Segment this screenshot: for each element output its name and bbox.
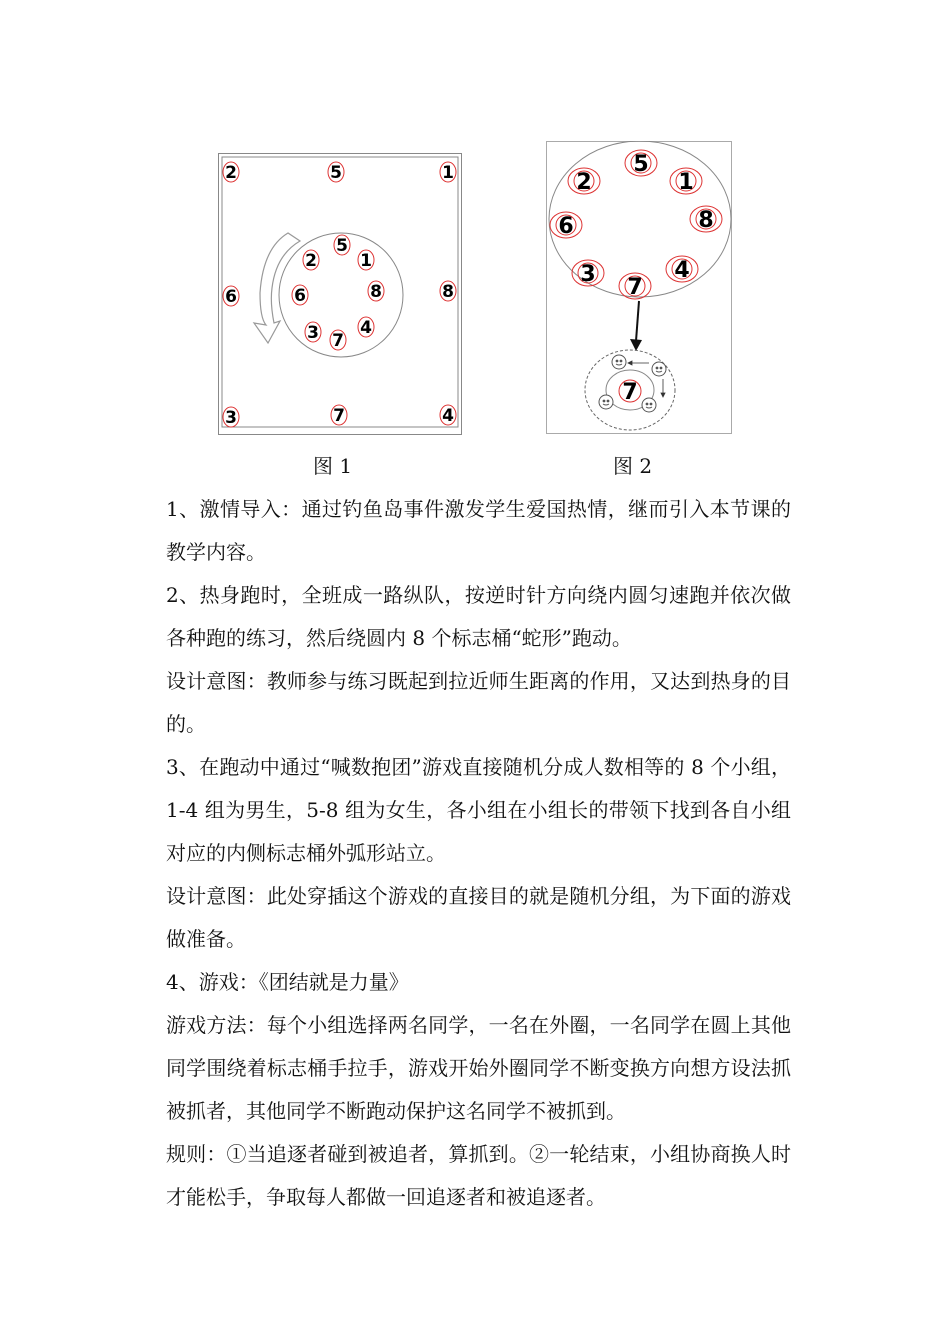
- marker-5: [625, 150, 657, 177]
- svg-text:7: 7: [332, 331, 344, 351]
- marker-3: [572, 260, 604, 287]
- paragraph-game-method: 游戏方法：每个小组选择两名同学，一名在外圈，一名同学在圆上其他同学围绕着标志桶手拉手，游戏开始外圈同学不断变换方向想方设法抓被抓者，其他同学不断跑动保护这名同学不被抓到。: [166, 1013, 791, 1123]
- outer-marker-1: [440, 162, 456, 183]
- svg-text:5: 5: [633, 152, 649, 177]
- figure-1-caption: 图 1: [313, 454, 353, 478]
- svg-text:2: 2: [305, 251, 317, 271]
- svg-text:5: 5: [330, 163, 342, 183]
- inner-marker-4: [358, 317, 374, 338]
- outer-marker-2: [223, 162, 239, 183]
- outer-marker-8: [440, 281, 456, 302]
- paragraph-grouping: 3、在跑动中通过“喊数抱团”游戏直接随机分成人数相等的 8 个小组，1-4 组为男生，5-8 组为女生，各小组在小组长的带领下找到各自小组对应的内侧标志桶外弧形站立。: [166, 755, 791, 865]
- zoom-arrow-line: [636, 301, 639, 341]
- svg-text:2: 2: [576, 170, 592, 195]
- svg-text:1: 1: [360, 251, 372, 271]
- figure-1-field-diagram: [218, 153, 462, 435]
- paragraph-intro: 1、激情导入：通过钓鱼岛事件激发学生爱国热情，继而引入本节课的教学内容。: [166, 497, 791, 564]
- svg-text:8: 8: [698, 208, 714, 233]
- outer-marker-5: [328, 162, 344, 183]
- svg-text:5: 5: [336, 236, 348, 256]
- outer-markers: [223, 162, 456, 428]
- marker-6: [550, 212, 582, 239]
- student-face-bottom: [642, 398, 656, 412]
- inner-markers: [292, 235, 384, 351]
- zoom-arrow-head: [630, 339, 642, 351]
- field-outer-border: [219, 154, 462, 435]
- marker-8: [690, 206, 722, 233]
- svg-text:3: 3: [225, 408, 237, 428]
- svg-text:6: 6: [558, 214, 574, 239]
- marker-4: [666, 256, 698, 283]
- svg-text:3: 3: [580, 262, 596, 287]
- field-inner-border: [222, 157, 458, 427]
- student-face-top: [612, 355, 626, 369]
- svg-text:1: 1: [442, 163, 454, 183]
- detail-marker-7: [619, 380, 641, 405]
- inner-marker-8: [368, 281, 384, 302]
- svg-text:3: 3: [307, 323, 319, 343]
- student-face-left: [599, 395, 613, 409]
- inner-marker-5: [334, 235, 350, 256]
- svg-text:4: 4: [360, 318, 372, 338]
- figure-2-caption: 图 2: [613, 454, 653, 478]
- inner-marker-2: [303, 250, 319, 271]
- figure-2-group-diagram: [546, 141, 732, 434]
- svg-text:8: 8: [442, 282, 454, 302]
- svg-text:8: 8: [370, 282, 382, 302]
- svg-text:6: 6: [294, 286, 306, 306]
- svg-text:4: 4: [674, 258, 690, 283]
- svg-text:7: 7: [627, 275, 643, 300]
- inner-marker-7: [330, 330, 346, 351]
- marker-1: [670, 168, 702, 195]
- paragraph-design-intent-1: 设计意图：教师参与练习既起到拉近师生距离的作用，又达到热身的目的。: [166, 669, 791, 736]
- paragraph-design-intent-2: 设计意图：此处穿插这个游戏的直接目的就是随机分组，为下面的游戏做准备。: [166, 884, 791, 951]
- marker-2: [568, 168, 600, 195]
- paragraph-game-title: 4、游戏：《团结就是力量》: [166, 970, 409, 994]
- inner-marker-3: [305, 322, 321, 343]
- outer-marker-7: [331, 405, 347, 426]
- svg-text:7: 7: [333, 406, 345, 426]
- paragraph-warmup: 2、热身跑时，全班成一路纵队，按逆时针方向绕内圆匀速跑并依次做各种跑的练习，然后绕圆内 8 个标志桶“蛇形”跑动。: [166, 583, 791, 650]
- outer-marker-6: [223, 286, 239, 307]
- svg-text:7: 7: [622, 380, 638, 405]
- student-face-right: [652, 362, 666, 376]
- svg-text:6: 6: [225, 287, 237, 307]
- outer-marker-3: [223, 407, 239, 428]
- svg-text:2: 2: [225, 163, 237, 183]
- paragraph-rules: 规则：①当追逐者碰到被追者，算抓到。②一轮结束，小组协商换人时才能松手，争取每人都做一回追逐者和被追逐者。: [166, 1142, 791, 1209]
- inner-marker-6: [292, 285, 308, 306]
- svg-text:4: 4: [442, 406, 454, 426]
- outer-marker-4: [440, 405, 456, 426]
- inner-marker-1: [358, 250, 374, 271]
- svg-text:1: 1: [678, 170, 694, 195]
- lesson-text: [166, 488, 791, 1219]
- markers: [550, 150, 722, 300]
